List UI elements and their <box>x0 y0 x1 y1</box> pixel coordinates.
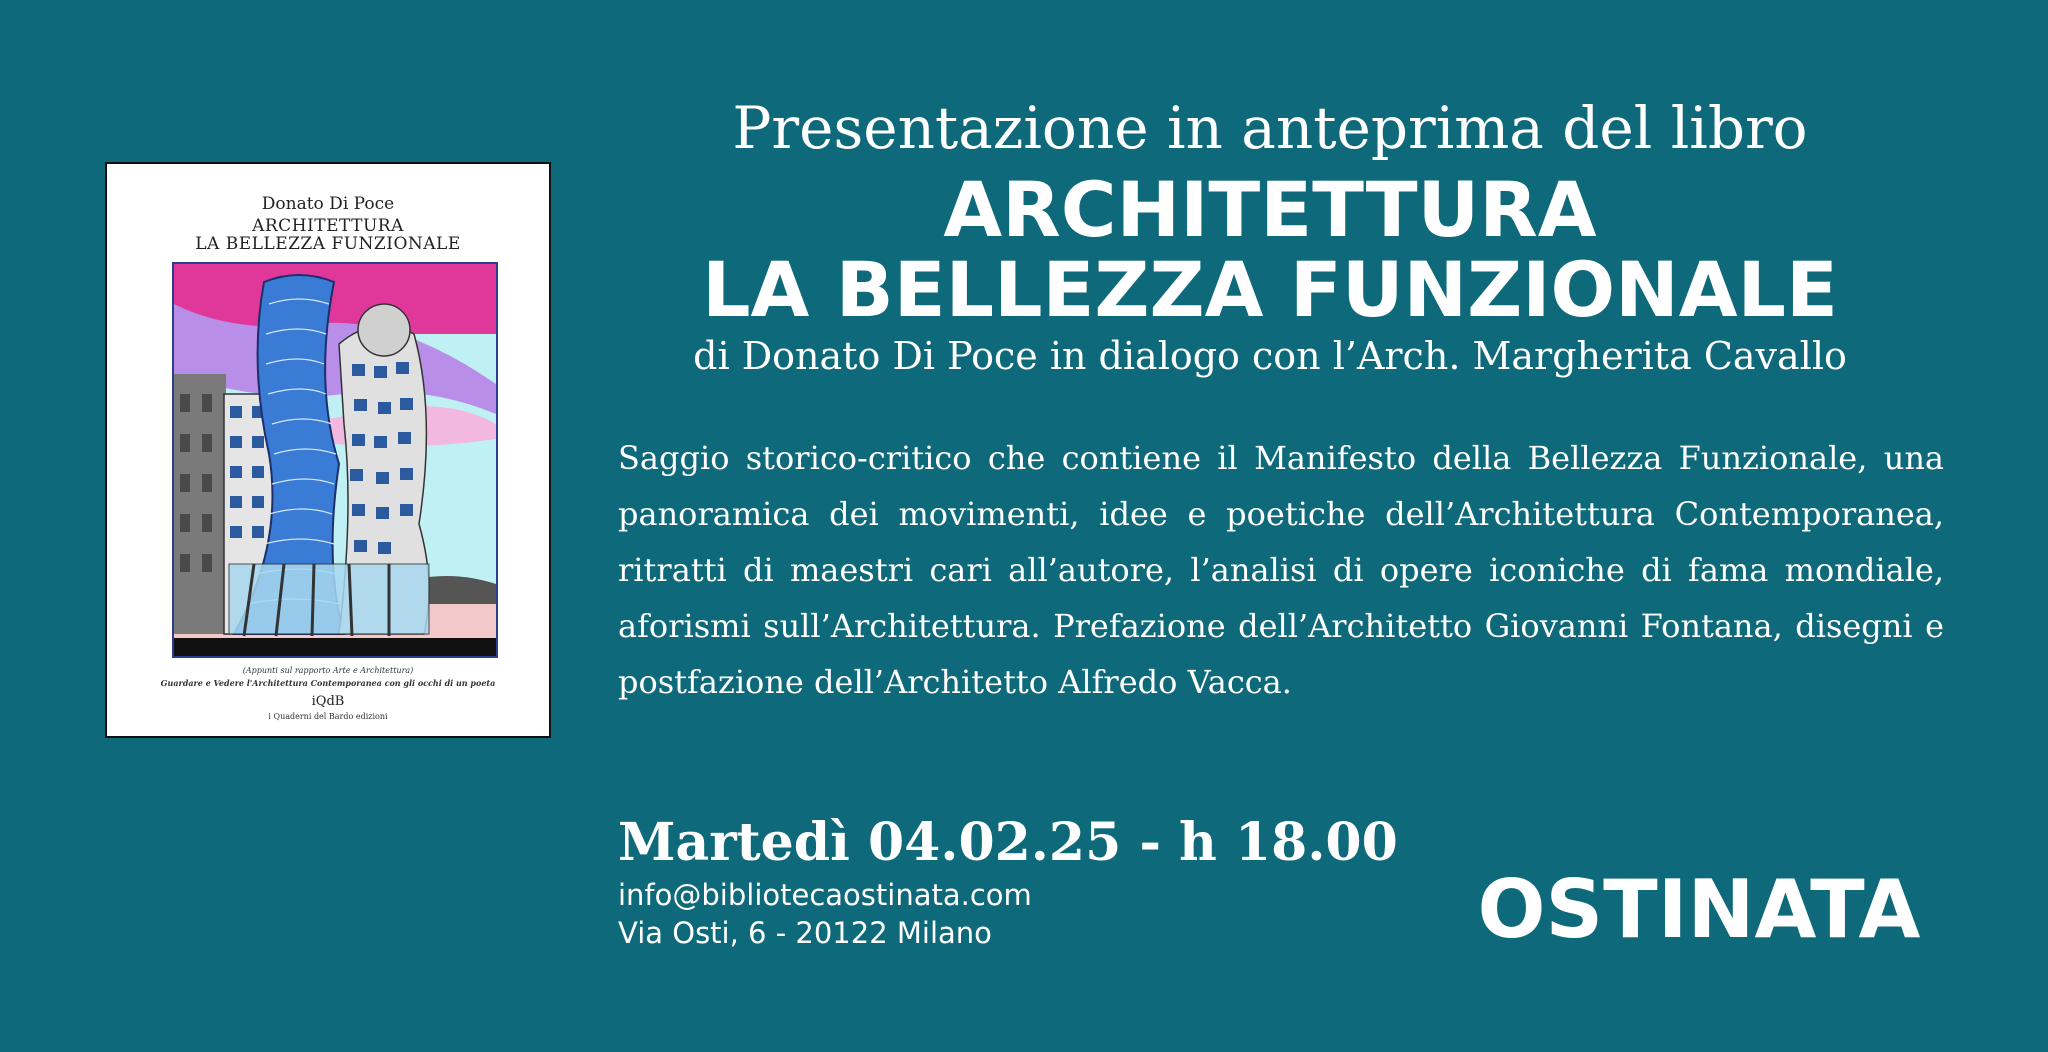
book-title-line2: LA BELLEZZA FUNZIONALE <box>702 245 1838 334</box>
contact-email[interactable]: info@bibliotecaostinata.com <box>618 878 1032 912</box>
book-description: Saggio storico-critico che contiene il Manifesto della Bellezza Funzionale, una panoramica dei movimenti, idee e poetiche dell’Architettura Contemporanea, ritratti di maestri cari all’autore, l’analisi di opere iconiche di fama mondiale, aforismi sull’Architettura. Prefazione dell’Architetto Giovanni Fontana, disegni e postfazione dell’Architetto Alfredo Vacca. <box>618 439 1944 701</box>
authors-line: di Donato Di Poce in dialogo con l’Arch. Margherita Cavallo <box>693 334 1847 378</box>
publisher-logo: iQdB <box>311 694 345 709</box>
cover-tagline: Guardare e Vedere l'Architettura Contemporanea con gli occhi di un poeta <box>160 678 496 688</box>
cover-illustration <box>172 262 498 658</box>
publisher-name: i Quaderni del Bardo edizioni <box>268 712 388 721</box>
cover-title-line2: LA BELLEZZA FUNZIONALE <box>195 234 461 254</box>
venue-address: Via Osti, 6 - 20122 Milano <box>618 916 992 950</box>
dancing-house-illustration <box>174 264 496 656</box>
book-title-line1: ARCHITETTURA <box>943 165 1597 254</box>
event-date: Martedì 04.02.25 - h 18.00 <box>618 812 1398 873</box>
intro-heading: Presentazione in anteprima del libro <box>732 94 1808 162</box>
book-cover <box>105 162 551 738</box>
cover-title-line1: ARCHITETTURA <box>252 216 404 236</box>
brand-logo: OSTINATA <box>1477 863 1921 956</box>
cover-subtitle: (Appunti sul rapporto Arte e Architettura) <box>242 666 414 675</box>
cover-author: Donato Di Poce <box>261 194 395 214</box>
